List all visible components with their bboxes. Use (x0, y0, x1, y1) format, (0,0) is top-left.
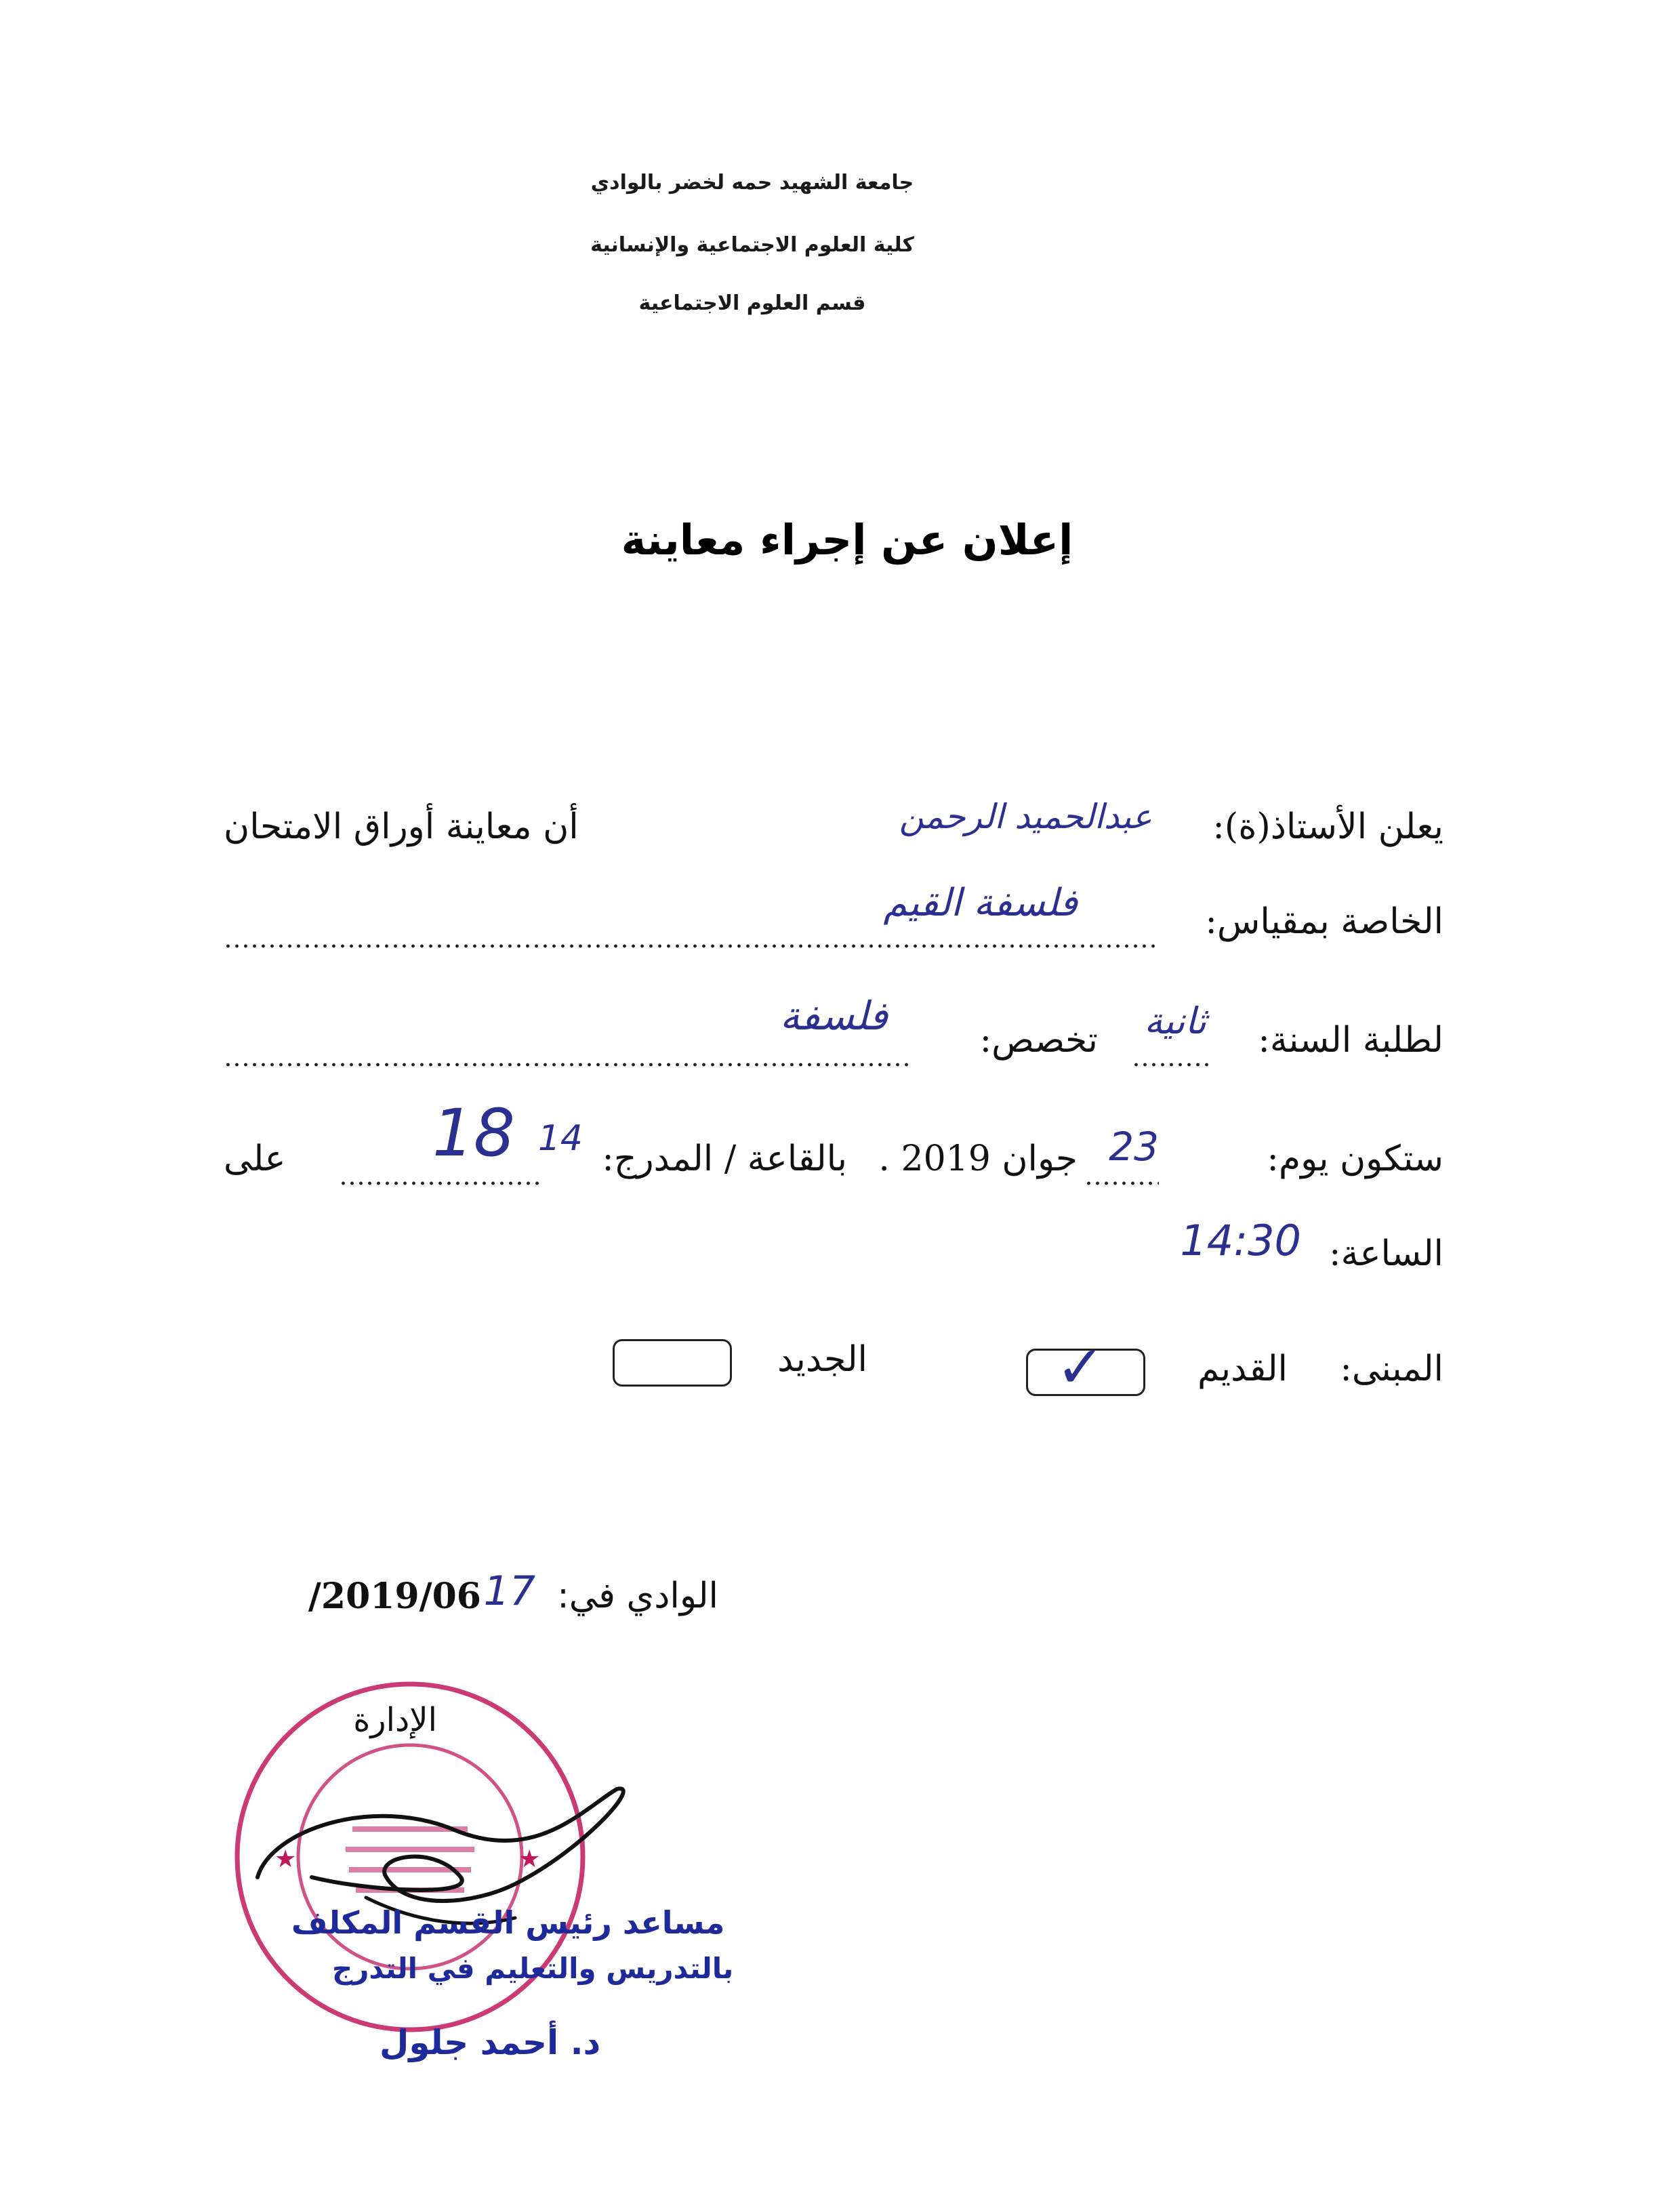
building-new-label: الجديد (777, 1339, 867, 1380)
announcement-line-2 (224, 881, 1443, 976)
specialty-handwritten: فلسفة (779, 993, 888, 1039)
signatory-name: د. أحمد جلول (380, 2023, 601, 2062)
hall-handwritten: 14 (537, 1118, 583, 1159)
building-line (224, 1334, 1443, 1423)
svg-text:★: ★ (274, 1845, 297, 1873)
hall-dotted-line (339, 1181, 542, 1186)
date-day-handwritten: 17 (483, 1568, 535, 1615)
specialty-label: تخصص: (979, 1020, 1098, 1061)
module-name-handwritten: فلسفة القيم (883, 881, 1078, 925)
building-old-check-mark: ✓ (1055, 1334, 1105, 1401)
day-handwritten: 23 (1109, 1124, 1159, 1170)
room-number-handwritten: 18 (432, 1095, 515, 1171)
department-name: قسم العلوم الاجتماعية (638, 291, 866, 315)
time-handwritten: 14:30 (1180, 1216, 1301, 1265)
announcement-line-3 (224, 993, 1443, 1094)
professor-label: يعلن الأستاذ(ة): (1212, 806, 1443, 847)
year-handwritten: ثانية (1144, 1000, 1206, 1042)
university-name: جامعة الشهيد حمه لخضر بالوادي (590, 171, 914, 194)
module-dotted-line (224, 943, 1159, 949)
day-label: ستكون يوم: (1267, 1139, 1443, 1179)
signatory-role-line-2: بالتدريس والتعليم في التدرج (332, 1952, 734, 1985)
time-label: الساعة: (1329, 1233, 1443, 1274)
signatory-role-line-1: مساعد رئيس القسم المكلف (291, 1904, 725, 1941)
specialty-dotted-line (224, 1062, 908, 1067)
announcement-text: أن معاينة أوراق الامتحان (224, 806, 579, 847)
stamp-and-signature (230, 1674, 773, 2094)
year-label: لطلبة السنة: (1258, 1020, 1443, 1061)
document-title: إعلان عن إجراء معاينة (621, 515, 1073, 565)
building-label: المبنى: (1340, 1349, 1443, 1389)
day-dotted-line (1084, 1181, 1159, 1186)
building-new-checkbox (613, 1339, 732, 1387)
administration-label: الإدارة (353, 1701, 437, 1739)
on-word: على (224, 1139, 286, 1179)
announcement-line-1 (224, 797, 1443, 881)
faculty-name: كلية العلوم الاجتماعية والإنسانية (590, 233, 914, 257)
date-month-year: 2019/06/ (308, 1576, 481, 1617)
announcement-line-4 (224, 1095, 1443, 1213)
date-line (244, 1568, 718, 1650)
svg-text:★: ★ (518, 1845, 541, 1873)
module-label: الخاصة بمقياس: (1205, 901, 1443, 942)
date-location-label: الوادي في: (557, 1576, 718, 1616)
month-year: جوان 2019 . (878, 1139, 1078, 1179)
professor-name-handwritten: عبدالحميد الرحمن (899, 797, 1152, 836)
year-dotted-line (1132, 1062, 1213, 1067)
building-old-label: القديم (1197, 1349, 1288, 1389)
hall-label: بالقاعة / المدرج: (602, 1139, 847, 1179)
announcement-line-5 (224, 1216, 1443, 1308)
